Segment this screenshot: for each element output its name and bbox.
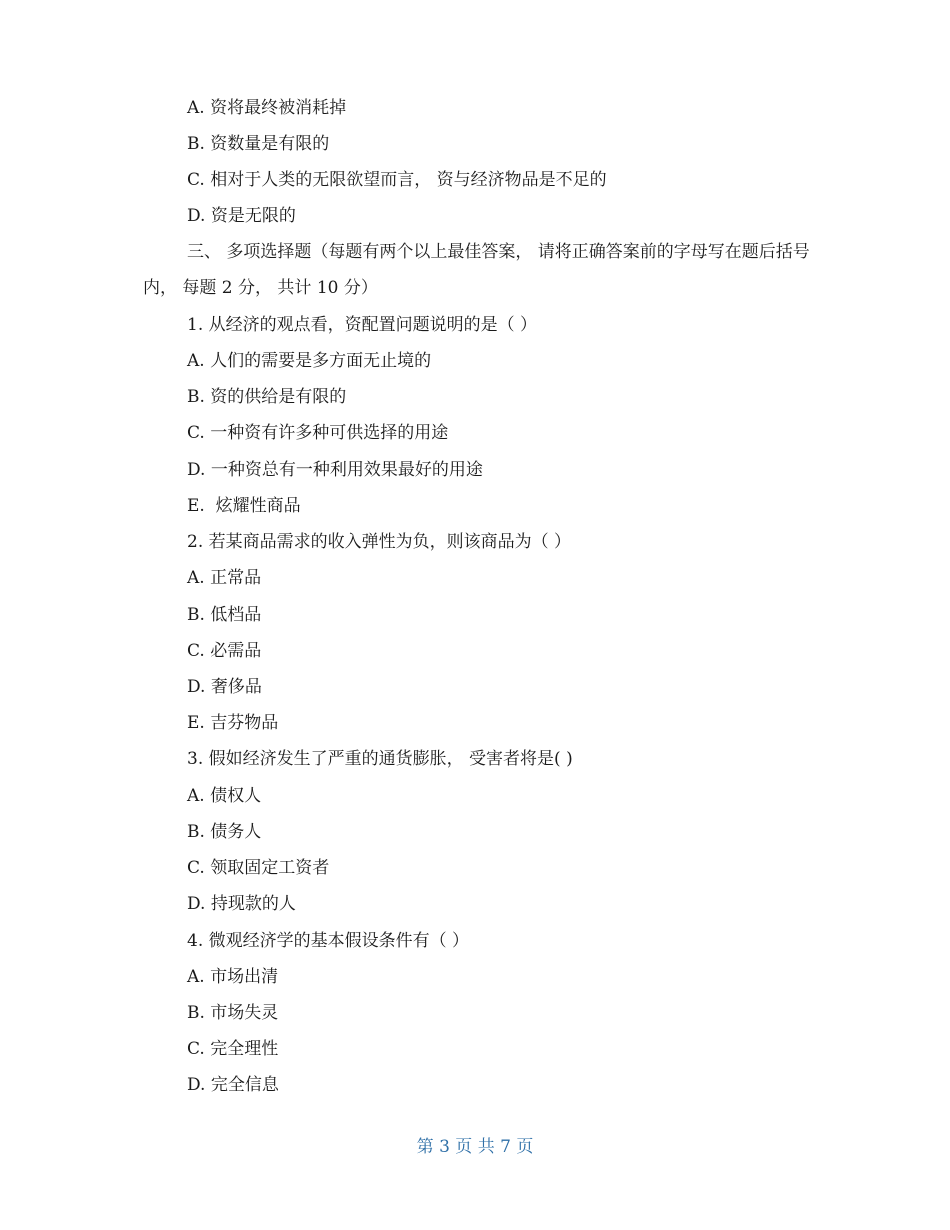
option-line: B. 低档品 [187,605,262,625]
option-line: C. 必需品 [187,641,262,661]
option-line: A. 资将最终被消耗掉 [187,98,347,118]
option-line: B. 资数量是有限的 [187,134,330,154]
option-line: B. 债务人 [187,822,262,842]
question-stem: 3. 假如经济发生了严重的通货膨胀， 受害者将是( ) [187,749,573,769]
option-line: D. 一种资总有一种利用效果最好的用途 [187,460,483,480]
option-line: C. 领取固定工资者 [187,858,330,878]
option-line: C. 完全理性 [187,1039,279,1059]
option-line: A. 人们的需要是多方面无止境的 [187,351,432,371]
option-line: E. 炫耀性商品 [187,496,301,516]
option-line: D. 持现款的人 [187,894,296,914]
option-line: D. 完全信息 [187,1075,279,1095]
option-line: D. 奢侈品 [187,677,262,697]
option-line: B. 资的供给是有限的 [187,387,347,407]
option-line: D. 资是无限的 [187,206,296,226]
option-line: C. 一种资有许多种可供选择的用途 [187,423,449,443]
page-footer: 第 3 页 共 7 页 [416,1137,534,1157]
section-heading-text: 三、 多项选择题（每题有两个以上最佳答案， 请将正确答案前的字母写在题后括号内， 每题 2 分， 共计 10 分） [143,242,810,298]
option-line: A. 正常品 [187,568,262,588]
section-heading [143,234,823,306]
question-stem: 2. 若某商品需求的收入弹性为负，则该商品为（ ） [187,532,572,552]
question-stem: 4. 微观经济学的基本假设条件有（ ） [187,931,470,951]
option-line: A. 债权人 [187,786,262,806]
option-line: E. 吉芬物品 [187,713,279,733]
option-line: B. 市场失灵 [187,1003,279,1023]
question-stem: 1. 从经济的观点看，资配置问题说明的是（ ） [187,315,538,335]
option-line: C. 相对于人类的无限欲望而言， 资与经济物品是不足的 [187,170,607,190]
option-line: A. 市场出清 [187,967,279,987]
